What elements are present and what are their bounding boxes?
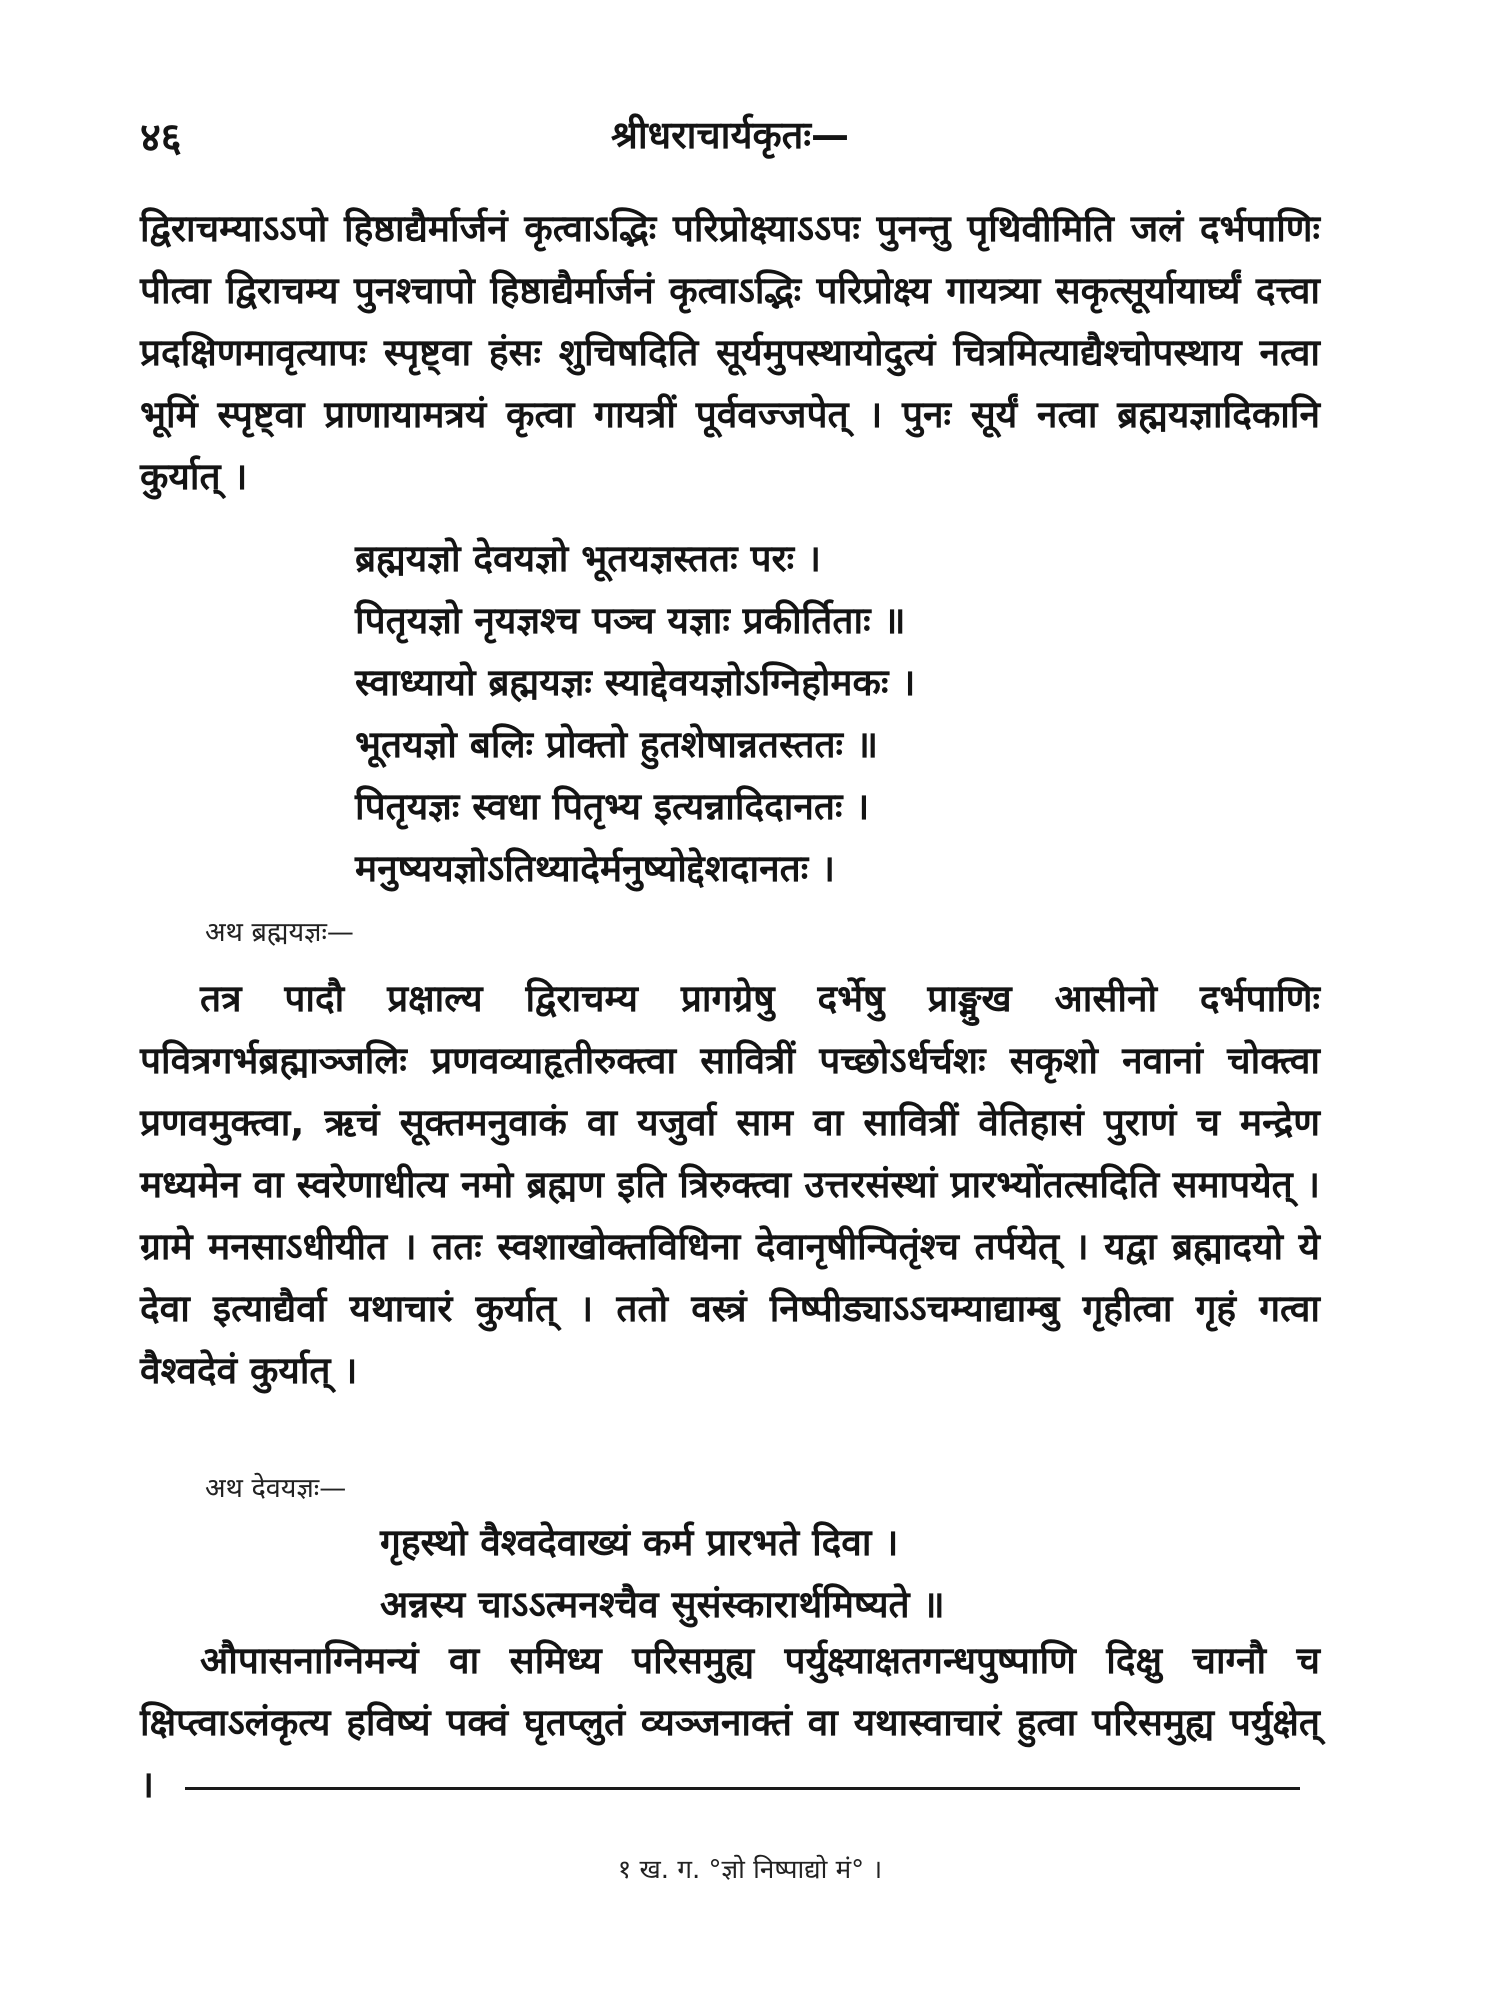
section-heading-devayajna: अथ देवयज्ञः— <box>205 1473 347 1504</box>
verse-panchayajna <box>355 528 1255 900</box>
section-heading-brahmayajna: अथ ब्रह्मयज्ञः— <box>205 917 354 948</box>
footnote-divider <box>185 1787 1300 1790</box>
verse-line: अन्नस्य चाऽऽत्मनश्चैव सुसंस्कारार्थमिष्यते ॥ <box>380 1583 945 1626</box>
page-number: ४६ <box>140 115 182 161</box>
paragraph-sandhya: द्विराचम्याऽऽपो हिष्ठाद्यैर्मार्जनं कृत्वाऽद्भिः परिप्रोक्ष्याऽऽपः पुनन्तु पृथिवीमिति जलं दर्भपाणिः पीत्वा द्विराचम्य पुनश्चापो हिष्ठाद्यैर्मार्जनं कृत्वाऽद्भिः परिप्रोक्ष्य गायत्र्या सकृत्सूर्यायार्घ्यं दत्त्वा प्रदक्षिणमावृत्यापः स्पृष्ट्वा हंसः शुचिषदिति सूर्यमुपस्थायोदुत्यं चित्रमित्याद्यैश्चोपस्थाय नत्वा भूमिं स्पृष्ट्वा प्राणायामत्रयं कृत्वा गायत्रीं पूर्ववज्जपेत् । पुनः सूर्यं नत्वा ब्रह्मयज्ञादिकानि कुर्यात् । <box>140 207 1320 498</box>
footnote: १ ख. ग. °ज्ञो निष्पाद्यो मं° । <box>617 1855 883 1885</box>
verse-line: ब्रह्मयज्ञो देवयज्ञो भूतयज्ञस्ततः परः । <box>355 537 821 580</box>
paragraph-aupasana: औपासनाग्निमन्यं वा समिध्य परिसमुह्य पर्युक्ष्याक्षतगन्धपुष्पाणि दिक्षु चाग्नौ च क्षिप्त्वाऽलंकृत्य हविष्यं पक्वं घृतप्लुतं व्यञ्जनाक्तं वा यथास्वाचारं हुत्वा परिसमुह्य पर्युक्षेत् । <box>140 1639 1320 1806</box>
verse-line: गृहस्थो वैश्वदेवाख्यं कर्म प्रारभते दिवा । <box>380 1521 899 1564</box>
verse-line: भूतयज्ञो बलिः प्रोक्तो हुतशेषान्नतस्ततः ॥ <box>355 723 879 766</box>
page-header <box>140 108 1320 168</box>
verse-line: मनुष्ययज्ञोऽतिथ्यादेर्मनुष्योद्देशदानतः । <box>355 847 836 890</box>
verse-vaishvadeva <box>380 1512 1280 1636</box>
verse-line: पितृयज्ञः स्वधा पितृभ्य इत्यन्नादिदानतः । <box>355 785 870 828</box>
verse-line: पितृयज्ञो नृयज्ञश्च पञ्च यज्ञाः प्रकीर्तिताः ॥ <box>355 599 906 642</box>
verse-line: स्वाध्यायो ब्रह्मयज्ञः स्याद्देवयज्ञोऽग्निहोमकः । <box>355 661 916 704</box>
running-title: श्रीधराचार्यकृतः— <box>610 113 850 157</box>
paragraph-brahmayajna: तत्र पादौ प्रक्षाल्य द्विराचम्य प्रागग्रेषु दर्भेषु प्राङ्मुख आसीनो दर्भपाणिः पवित्रगर्भब्रह्माञ्जलिः प्रणवव्याहृतीरुक्त्वा सावित्रीं पच्छोऽर्धर्चशः सकृशो नवानां चोक्त्वा प्रणवमुक्त्वा, ऋचं सूक्तमनुवाकं वा यजुर्वा साम वा सावित्रीं वेतिहासं पुराणं च मन्द्रेण मध्यमेन वा स्वरेणाधीत्य नमो ब्रह्मण इति त्रिरुक्त्वा उत्तरसंस्थां प्रारभ्योंतत्सदिति समापयेत् । ग्रामे मनसाऽधीयीत । ततः स्वशाखोक्तविधिना देवानृषीन्पितृंश्च तर्पयेत् । यद्वा ब्रह्मादयो ये देवा इत्याद्यैर्वा यथाचारं कुर्यात् । ततो वस्त्रं निष्पीड्याऽऽचम्याद्याम्बु गृहीत्वा गृहं गत्वा वैश्वदेवं कुर्यात् । <box>140 977 1320 1392</box>
